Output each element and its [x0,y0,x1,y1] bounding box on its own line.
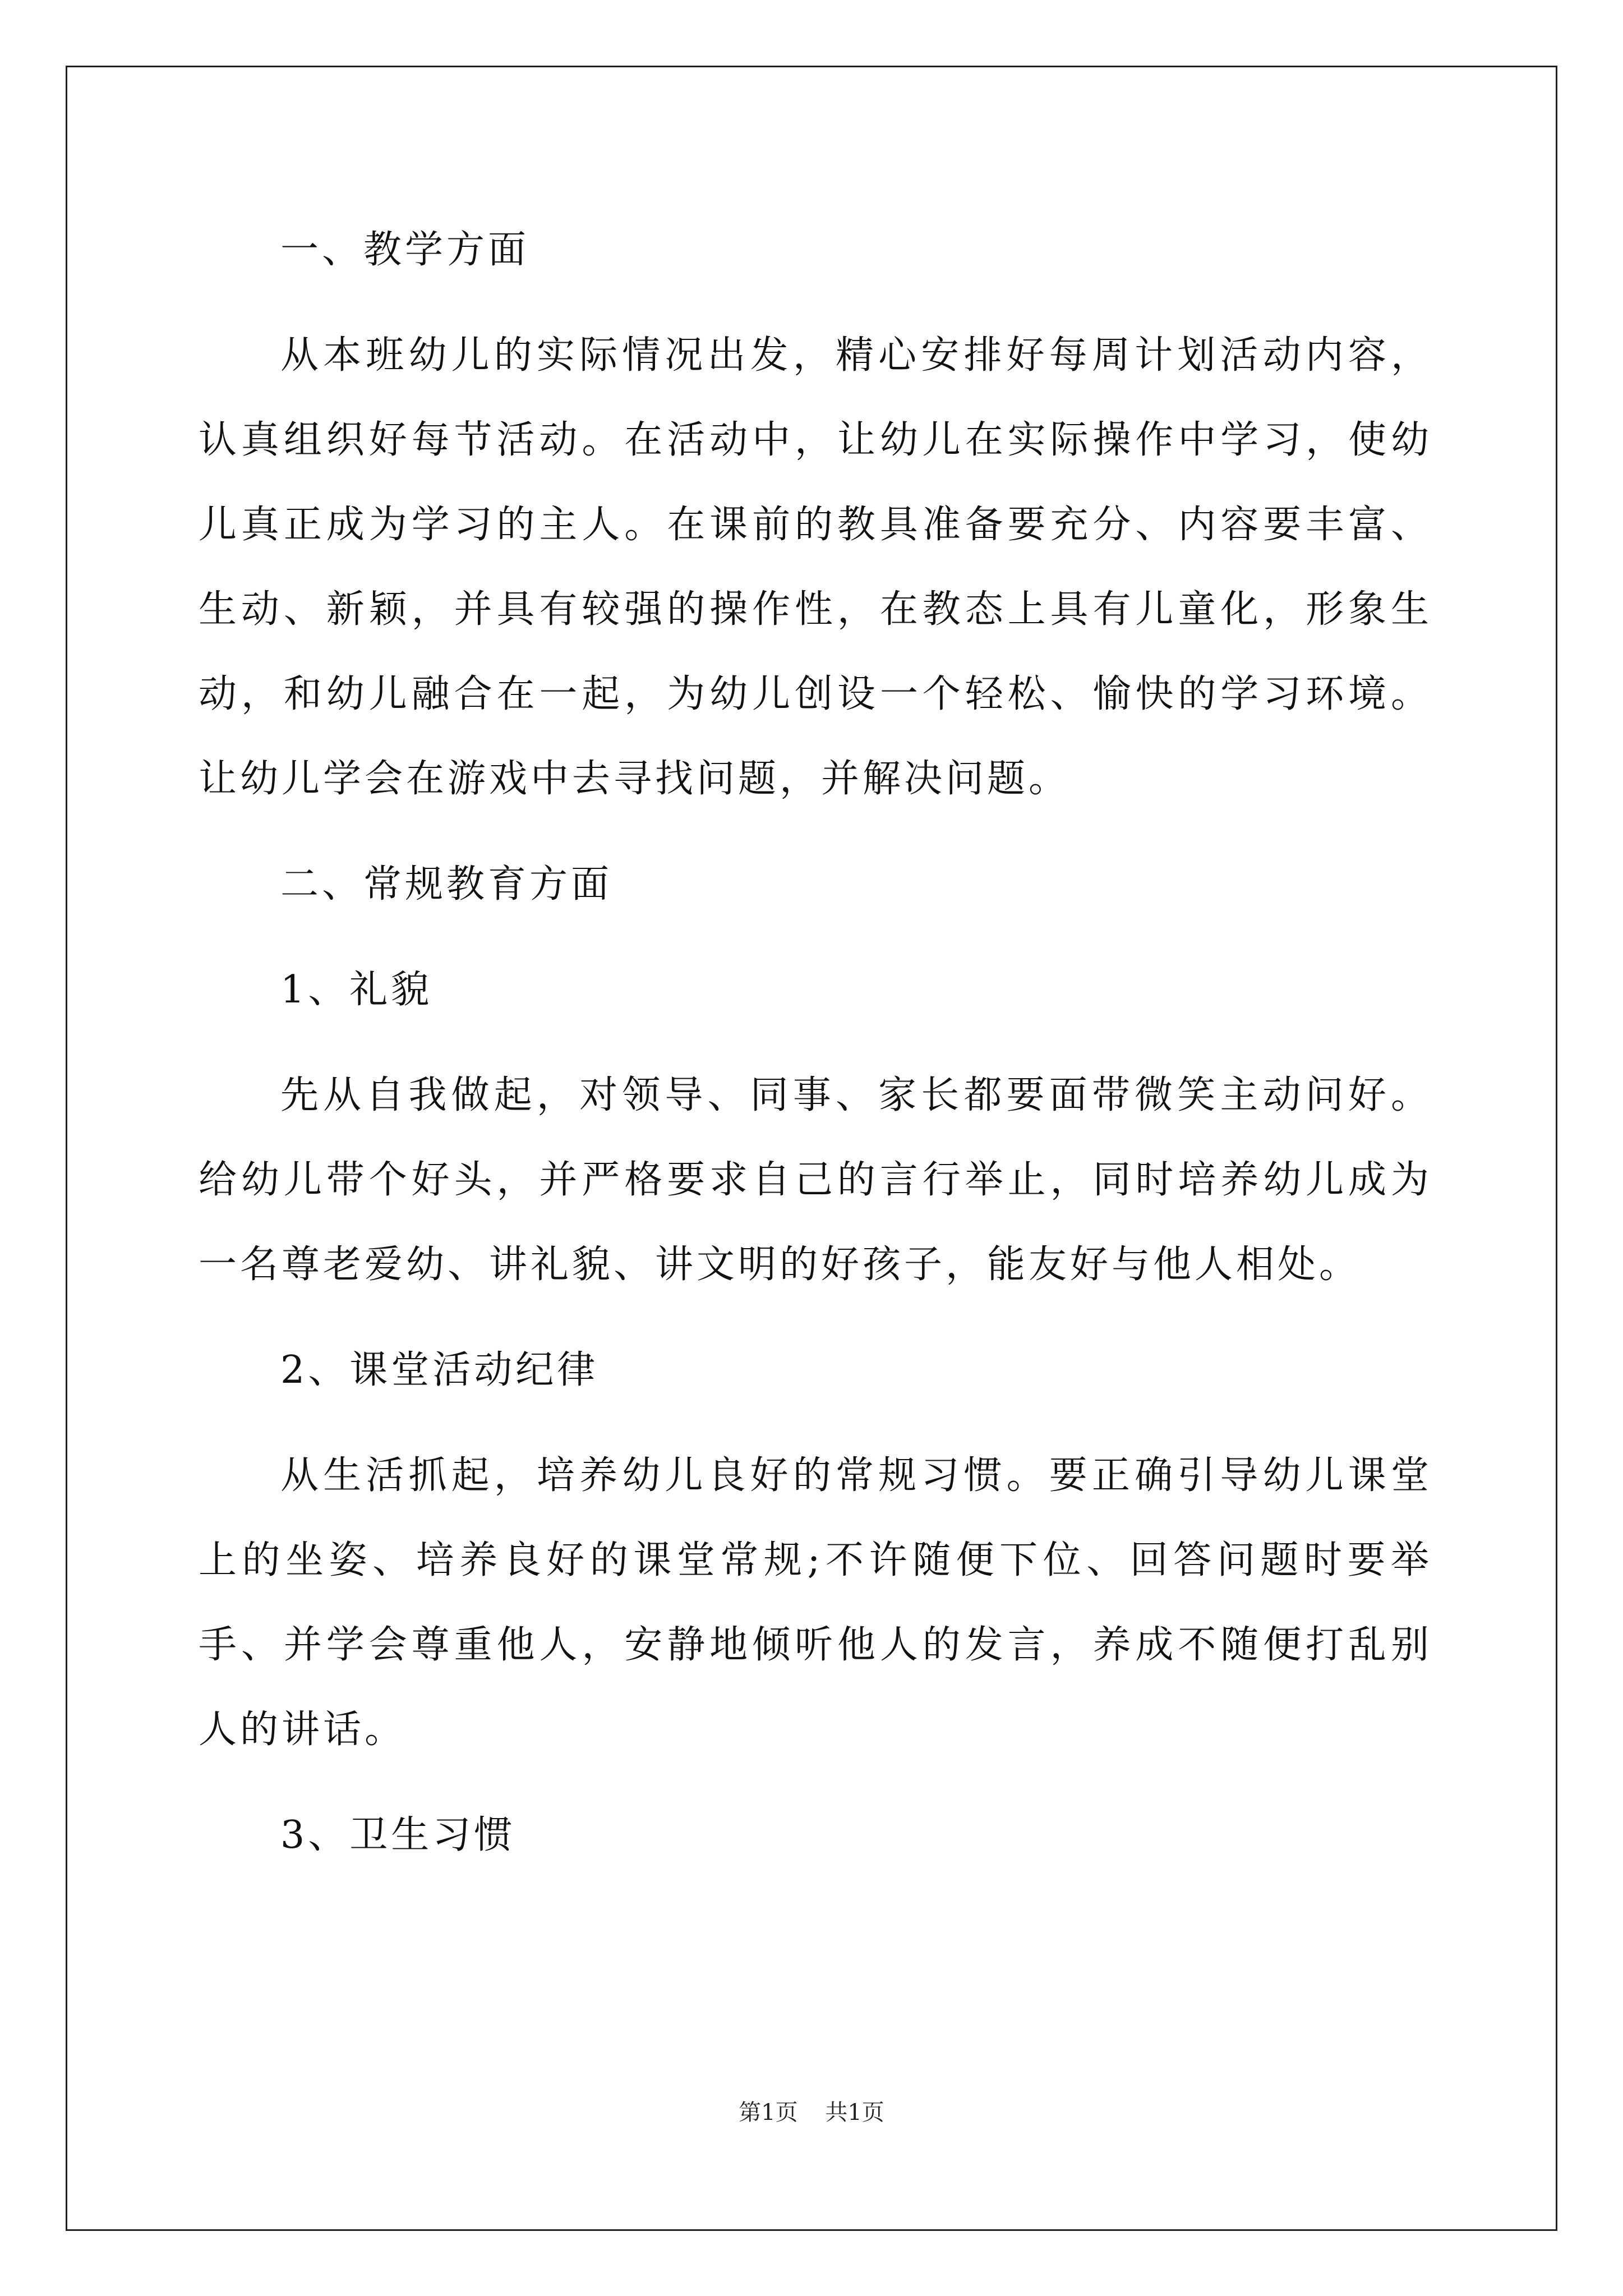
paragraph-manners: 先从自我做起，对领导、同事、家长都要面带微笑主动问好。给幼儿带个好头，并严格要求自己的言行举止，同时培养幼儿成为一名尊老爱幼、讲礼貌、讲文明的好孩子，能友好与他人相处。 [199,1073,1432,1287]
subheading-hygiene: 3、卫生习惯 [280,1813,516,1857]
page-total: 共1页 [825,2100,884,2125]
document-body [199,208,1432,1898]
subheading-manners: 1、礼貌 [280,968,433,1012]
paragraph-classroom-discipline: 从生活抓起，培养幼儿良好的常规习惯。要正确引导幼儿课堂上的坐姿、培养良好的课堂常规;不许随便下位、回答问题时要举手、并学会尊重他人，安静地倾听他人的发言，养成不随便打乱别人的讲话。 [199,1453,1432,1752]
subheading-classroom-discipline: 2、课堂活动纪律 [280,1348,599,1392]
paragraph-teaching: 从本班幼儿的实际情况出发，精心安排好每周计划活动内容，认真组织好每节活动。在活动中，让幼儿在实际操作中学习，使幼儿真正成为学习的主人。在课前的教具准备要充分、内容要丰富、生动、新颖，并具有较强的操作性，在教态上具有儿童化，形象生动，和幼儿融合在一起，为幼儿创设一个轻松、愉快的学习环境。让幼儿学会在游戏中去寻找问题，并解决问题。 [199,333,1432,801]
section-heading-routine: 二、常规教育方面 [280,862,613,907]
section-heading-teaching: 一、教学方面 [280,228,530,272]
page-number: 第1页 [739,2100,798,2125]
page-footer [0,2097,1623,2128]
